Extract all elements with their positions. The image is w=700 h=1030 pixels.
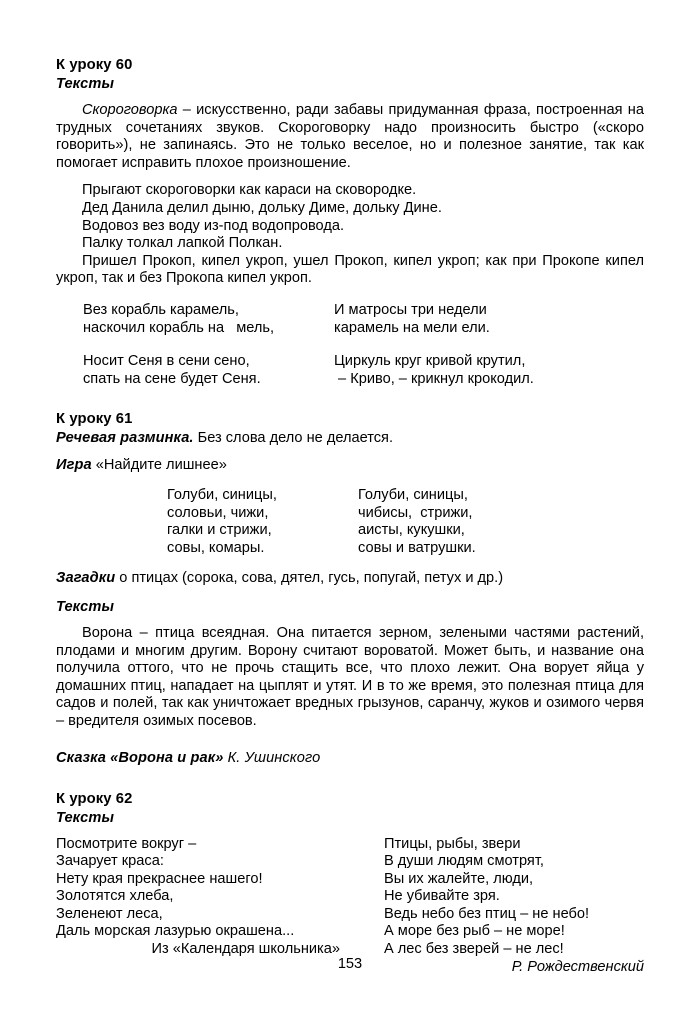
riddles-text: о птицах (сорока, сова, дятел, гусь, попугай, петух и др.) xyxy=(115,569,504,586)
page-number: 153 xyxy=(337,956,363,972)
poem-line: Зеленеют леса, xyxy=(56,905,163,922)
spacer xyxy=(56,828,644,836)
riddles-line xyxy=(56,569,644,588)
poem-line: Нету края прекраснее нашего! xyxy=(56,870,263,887)
paired-twister-left-column xyxy=(83,302,274,337)
spacer xyxy=(56,337,644,353)
bird-list-left-column xyxy=(167,487,277,557)
poem-line: Вы их жалейте, люди, xyxy=(384,870,534,887)
lesson-61-texts-label: Тексты xyxy=(56,598,115,615)
bird-word-lists xyxy=(56,487,644,557)
spacer xyxy=(56,288,644,302)
lesson-61-heading: К уроку 61 xyxy=(56,410,133,427)
poem-line: А лес без зверей – не лес! xyxy=(384,941,564,958)
fairy-tale-author: К. Ушинского xyxy=(223,749,321,766)
paired-twister-right-column xyxy=(334,302,490,337)
bird-list-line: соловьи, чижи, xyxy=(167,504,269,521)
paired-twister-row-1 xyxy=(56,302,644,337)
poem-left-column xyxy=(56,836,356,959)
bird-list-line: галки и стрижи, xyxy=(167,522,272,539)
tongue-twister-line: Водовоз вез воду из-под водопровода. xyxy=(82,217,345,234)
riddles-label: Загадки xyxy=(56,569,116,586)
verse-line: Циркуль круг кривой крутил, xyxy=(334,352,526,369)
skorogovorka-term: Скороговорка xyxy=(82,102,178,118)
bird-list-line: совы и ватрушки. xyxy=(358,539,476,556)
spacer xyxy=(56,617,644,625)
poem-line: Зачарует краса: xyxy=(56,853,164,870)
poem-right-author: Р. Рождественский xyxy=(511,958,644,975)
tongue-twister-line: Палку толкал лапкой Полкан. xyxy=(82,235,283,252)
bird-list-line: аисты, кукушки, xyxy=(358,522,465,539)
bird-list-line: совы, комары. xyxy=(167,539,265,556)
bird-list-line: чибисы, стрижи, xyxy=(358,504,473,521)
lesson-62-heading: К уроку 62 xyxy=(56,790,133,807)
speech-warmup-line xyxy=(56,429,644,448)
poem-line: Птицы, рыбы, звери xyxy=(384,835,521,852)
spacer xyxy=(56,588,644,598)
poem-line: Посмотрите вокруг – xyxy=(56,835,197,852)
bird-list-right-column xyxy=(358,487,476,557)
spacer xyxy=(56,731,644,749)
verse-line: наскочил корабль на мель, xyxy=(83,319,275,336)
game-label: Игра xyxy=(56,456,92,473)
verse-line: карамель на мели ели. xyxy=(334,319,490,336)
spacer xyxy=(56,172,644,182)
fairy-tale-title: Сказка «Ворона и рак» xyxy=(56,749,224,766)
speech-warmup-label: Речевая разминка. xyxy=(56,429,194,446)
poem-line: Не убивайте зря. xyxy=(384,888,500,905)
page-content xyxy=(56,56,644,981)
game-title: «Найдите лишнее» xyxy=(91,456,227,473)
poem-line: Даль морская лазурью окрашена... xyxy=(56,923,295,940)
lesson-60-texts-label: Тексты xyxy=(56,76,115,92)
poem-left-source: Из «Календаря школьника» xyxy=(151,941,340,958)
speech-warmup-text: Без слова дело не делается. xyxy=(193,429,394,446)
lesson-62-texts-label: Тексты xyxy=(56,809,115,826)
verse-line: Вез корабль карамель, xyxy=(83,301,239,318)
paired-twister-right-column xyxy=(334,353,534,388)
crow-paragraph: Ворона – птица всеядная. Она питается зерном, зелеными частями растений, плодами и многим другим. Ворону считают вороватой. Может быть, и название она получила оттого, что не прочь стащить все, что плохо лежит. Она ворует яйца у домашних птиц, нападает на цыплят и утят. И в то же время, это полезная птица для садов и полей, так как уничтожает вредных грызунов, саранчу, жуков и озимого червя – вредителя озимых посевов. xyxy=(56,624,644,729)
prokop-tongue-twister: Пришел Прокоп, кипел укроп, ушел Прокоп, кипел укроп; как при Прокопе кипел укроп, так и без Прокопа кипел укроп. xyxy=(56,252,644,287)
fairy-tale-line xyxy=(56,749,644,768)
poem-line: Золотятся хлеба, xyxy=(56,888,174,905)
tongue-twister-list xyxy=(56,182,644,252)
spacer xyxy=(56,388,644,410)
verse-line: – Криво, – крикнул крокодил. xyxy=(334,370,534,387)
spacer xyxy=(56,768,644,790)
skorogovorka-definition-text: – искусственно, ради забавы придуманная фраза, построенная на трудных сочетаниях звуков. Скороговорку надо произносить быстро («скоро говорить»), не запинаясь. Это не только веселое, но и полезное занятие, так как помогает исправить плохое произношение. xyxy=(56,102,644,171)
tongue-twister-line: Дед Данила делил дыню, дольку Диме, дольку Дине. xyxy=(82,199,442,216)
verse-line: И матросы три недели xyxy=(334,301,487,318)
verse-line: Носит Сеня в сени сено, xyxy=(83,352,250,369)
bird-list-line: Голуби, синицы, xyxy=(167,486,277,503)
spacer xyxy=(56,475,644,487)
poem-line: А море без рыб – не море! xyxy=(384,923,565,940)
verse-line: спать на сене будет Сеня. xyxy=(83,370,261,387)
lesson-60-heading: К уроку 60 xyxy=(56,57,133,73)
spacer xyxy=(56,94,644,102)
bird-list-line: Голуби, синицы, xyxy=(358,486,468,503)
spacer xyxy=(56,557,644,569)
poem-line: В души людям смотрят, xyxy=(384,853,544,870)
paired-twister-left-column xyxy=(83,353,261,388)
poem-line: Ведь небо без птиц – не небо! xyxy=(384,905,590,922)
spacer xyxy=(56,448,644,456)
skorogovorka-definition-paragraph xyxy=(56,102,644,172)
game-line xyxy=(56,456,644,475)
tongue-twister-line: Прыгают скороговорки как караси на сковородке. xyxy=(82,182,417,199)
paired-twister-row-2 xyxy=(56,353,644,388)
